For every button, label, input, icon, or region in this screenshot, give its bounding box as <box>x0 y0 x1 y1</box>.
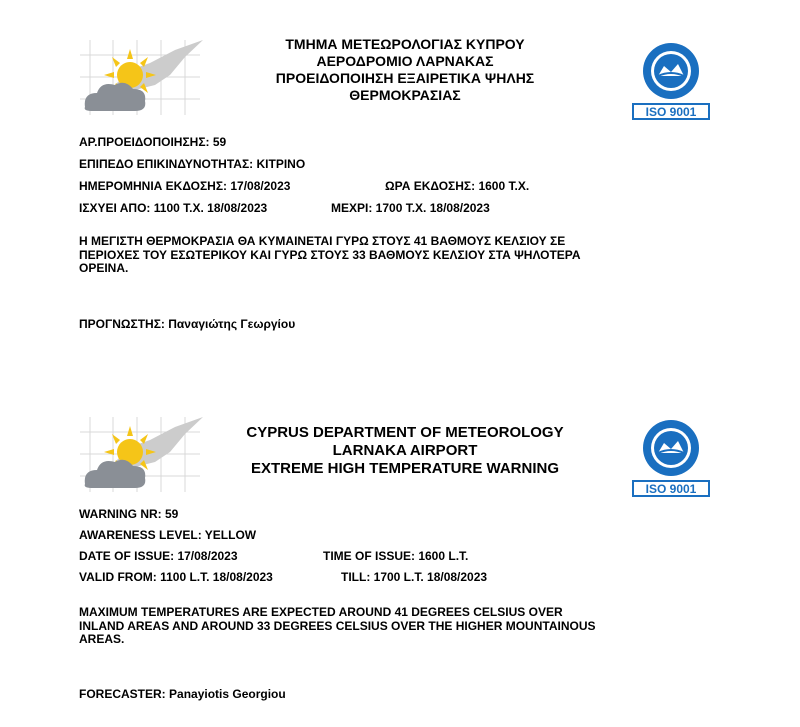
english-awareness-level: AWARENESS LEVEL: YELLOW <box>79 528 257 542</box>
greek-warning-text <box>79 235 581 276</box>
english-warning-line-3: AREAS. <box>79 632 125 646</box>
met-logo-sun-cloud-icon <box>75 412 205 498</box>
greek-title-line-3: ΠΡΟΕΙΔΟΠΟΙΗΣΗ ΕΞΑΙΡΕΤΙΚΑ ΨΗΛΗΣ <box>275 70 535 86</box>
english-title-line-3: EXTREME HIGH TEMPERATURE WARNING <box>250 460 560 477</box>
iso-badge-text: ISO 9001 <box>645 482 697 496</box>
greek-valid-from: ΙΣΧΥΕΙ ΑΠΟ: 1100 Τ.Χ. 18/08/2023 <box>79 201 268 215</box>
greek-forecaster-label: ΠΡΟΓΝΩΣΤΗΣ: <box>79 317 165 331</box>
greek-forecaster <box>79 317 295 331</box>
greek-warning-line-1: Η ΜΕΓΙΣΤΗ ΘΕΡΜΟΚΡΑΣΙΑ ΘΑ ΚΥΜΑΙΝΕΤΑΙ ΓΥΡΩ ΣΤΟΥΣ 41 ΒΑΘΜΟΥΣ ΚΕΛΣΙΟΥ ΣΕ <box>79 234 566 248</box>
english-till: TILL: 1700 L.T. 18/08/2023 <box>341 570 488 584</box>
greek-awareness-level: ΕΠΙΠΕΔΟ ΕΠΙΚΙΝΔΥΝΟΤΗΤΑΣ: ΚΙΤΡΙΝΟ <box>79 157 306 171</box>
english-title-line-2: LARNAKA AIRPORT <box>332 442 478 459</box>
english-title-line-1: CYPRUS DEPARTMENT OF METEOROLOGY <box>246 424 564 441</box>
greek-title <box>210 36 600 104</box>
english-valid-from: VALID FROM: 1100 L.T. 18/08/2023 <box>79 570 273 584</box>
english-time-of-issue: TIME OF ISSUE: 1600 L.T. <box>323 549 469 563</box>
english-forecaster-name: Panayiotis Georgiou <box>169 687 286 701</box>
greek-warning-line-3: ΟΡΕΙΝΑ. <box>79 261 129 275</box>
iso-badge-text: ISO 9001 <box>645 105 697 119</box>
english-title <box>210 424 600 478</box>
english-forecaster <box>79 687 286 701</box>
iso-9001-logo-icon <box>630 38 712 120</box>
greek-title-line-4: ΘΕΡΜΟΚΡΑΣΙΑΣ <box>349 87 461 103</box>
greek-title-line-2: ΑΕΡΟΔΡΟΜΙΟ ΛΑΡΝΑΚΑΣ <box>316 53 494 69</box>
greek-forecaster-name: Παναγιώτης Γεωργίου <box>168 317 296 331</box>
english-warning-text <box>79 606 596 647</box>
english-warning-line-1: MAXIMUM TEMPERATURES ARE EXPECTED AROUND 41 DEGREES CELSIUS OVER <box>79 605 563 619</box>
greek-time-of-issue: ΩΡΑ ΕΚΔΟΣΗΣ: 1600 Τ.Χ. <box>385 179 530 193</box>
english-date-of-issue: DATE OF ISSUE: 17/08/2023 <box>79 549 238 563</box>
english-warning-nr: WARNING NR: 59 <box>79 507 179 521</box>
greek-till: ΜΕΧΡΙ: 1700 Τ.Χ. 18/08/2023 <box>331 201 490 215</box>
met-logo-sun-cloud-icon <box>75 35 205 121</box>
iso-9001-logo-icon <box>630 415 712 497</box>
greek-title-line-1: ΤΜΗΜΑ ΜΕΤΕΩΡΟΛΟΓΙΑΣ ΚΥΠΡΟΥ <box>285 36 525 52</box>
greek-date-of-issue: ΗΜΕΡΟΜΗΝΙΑ ΕΚΔΟΣΗΣ: 17/08/2023 <box>79 179 291 193</box>
greek-warning-nr: ΑΡ.ΠΡΟΕΙΔΟΠΟΙΗΣΗΣ: 59 <box>79 135 227 149</box>
english-forecaster-label: FORECASTER: <box>79 687 166 701</box>
english-warning-line-2: INLAND AREAS AND AROUND 33 DEGREES CELSIUS OVER THE HIGHER MOUNTAINOUS <box>79 618 596 633</box>
greek-warning-line-2: ΠΕΡΙΟΧΕΣ ΤΟΥ ΕΣΩΤΕΡΙΚΟΥ ΚΑΙ ΓΥΡΩ ΣΤΟΥΣ 33 ΒΑΘΜΟΥΣ ΚΕΛΣΙΟΥ ΣΤΑ ΨΗΛΟΤΕΡΑ <box>79 247 581 262</box>
